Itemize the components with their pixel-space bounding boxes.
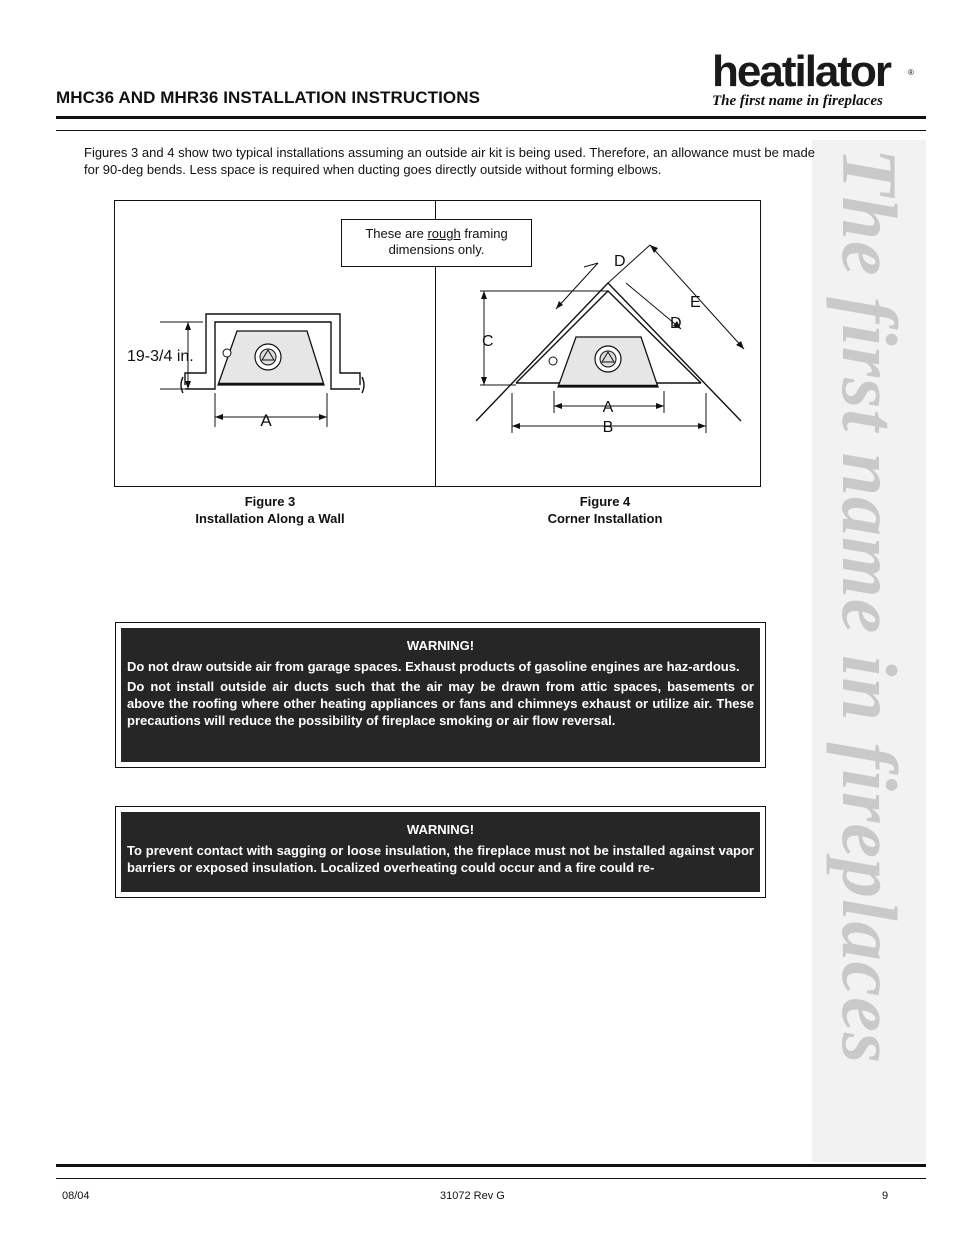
figure3-width-label: A [260,411,272,430]
registered-mark: ® [908,68,914,77]
warning-box-insulation [115,806,766,898]
header-rule-thin [56,130,926,131]
figure4-caption-number: Figure 4 [579,494,631,509]
footer-doc-number: 31072 Rev G [440,1190,505,1202]
footer-rule-thick [56,1164,926,1167]
figure4-label-a: A [602,399,614,416]
warning-title: WARNING! [406,638,475,653]
figure4-label-c: C [482,333,494,350]
warning-title: WARNING! [406,822,475,837]
figure4-caption [505,493,705,527]
warning-paragraph: Do not install outside air ducts such that the air may be drawn from attic spaces, basements or above the roofing where other heating appliances or fans and chimneys exhaust or utilize air. These precautions will reduce the possibility of fireplace smoking or air flow reversal. [127,679,754,728]
figure4-label-e: E [690,294,701,311]
header-rule-thick [56,116,926,119]
figure4-label-b: B [602,419,614,436]
brand-logo: heatilator [712,47,891,96]
footer-page-number: 9 [882,1190,889,1202]
warning-paragraph: Do not draw outside air from garage spaces. Exhaust products of gasoline engines are haz-ardous. [127,659,740,674]
figure3-caption [170,493,370,527]
figure4-label-d-upper: D [614,253,626,270]
intro-paragraph: Figures 3 and 4 show two typical installations assuming an outside air kit is being used. Therefore, an allowance must be made for 90-deg bends. Less space is required when ducting goes directly outside without forming elbows. [84,145,815,177]
page-title: MHC36 AND MHR36 INSTALLATION INSTRUCTIONS [56,88,481,107]
figure3-caption-number: Figure 3 [244,494,296,509]
footer-rule-thin [56,1178,926,1179]
framing-note: These are rough framing dimensions only. [341,219,532,267]
warning-paragraph: To prevent contact with sagging or loose insulation, the fireplace must not be installed against vapor barriers or exposed insulation. Localized overheating could occur and a fire could re- [127,843,754,875]
figure3-caption-title: Installation Along a Wall [195,511,345,526]
brand-tagline: The first name in fireplaces [712,93,883,109]
footer-date: 08/04 [62,1190,90,1202]
figure3-dimension-label: 19-3/4 in. [127,348,194,365]
figure4-caption-title: Corner Installation [547,511,663,526]
warning-box-garage-air [115,622,766,768]
figure4-label-d-lower: D [670,315,682,332]
